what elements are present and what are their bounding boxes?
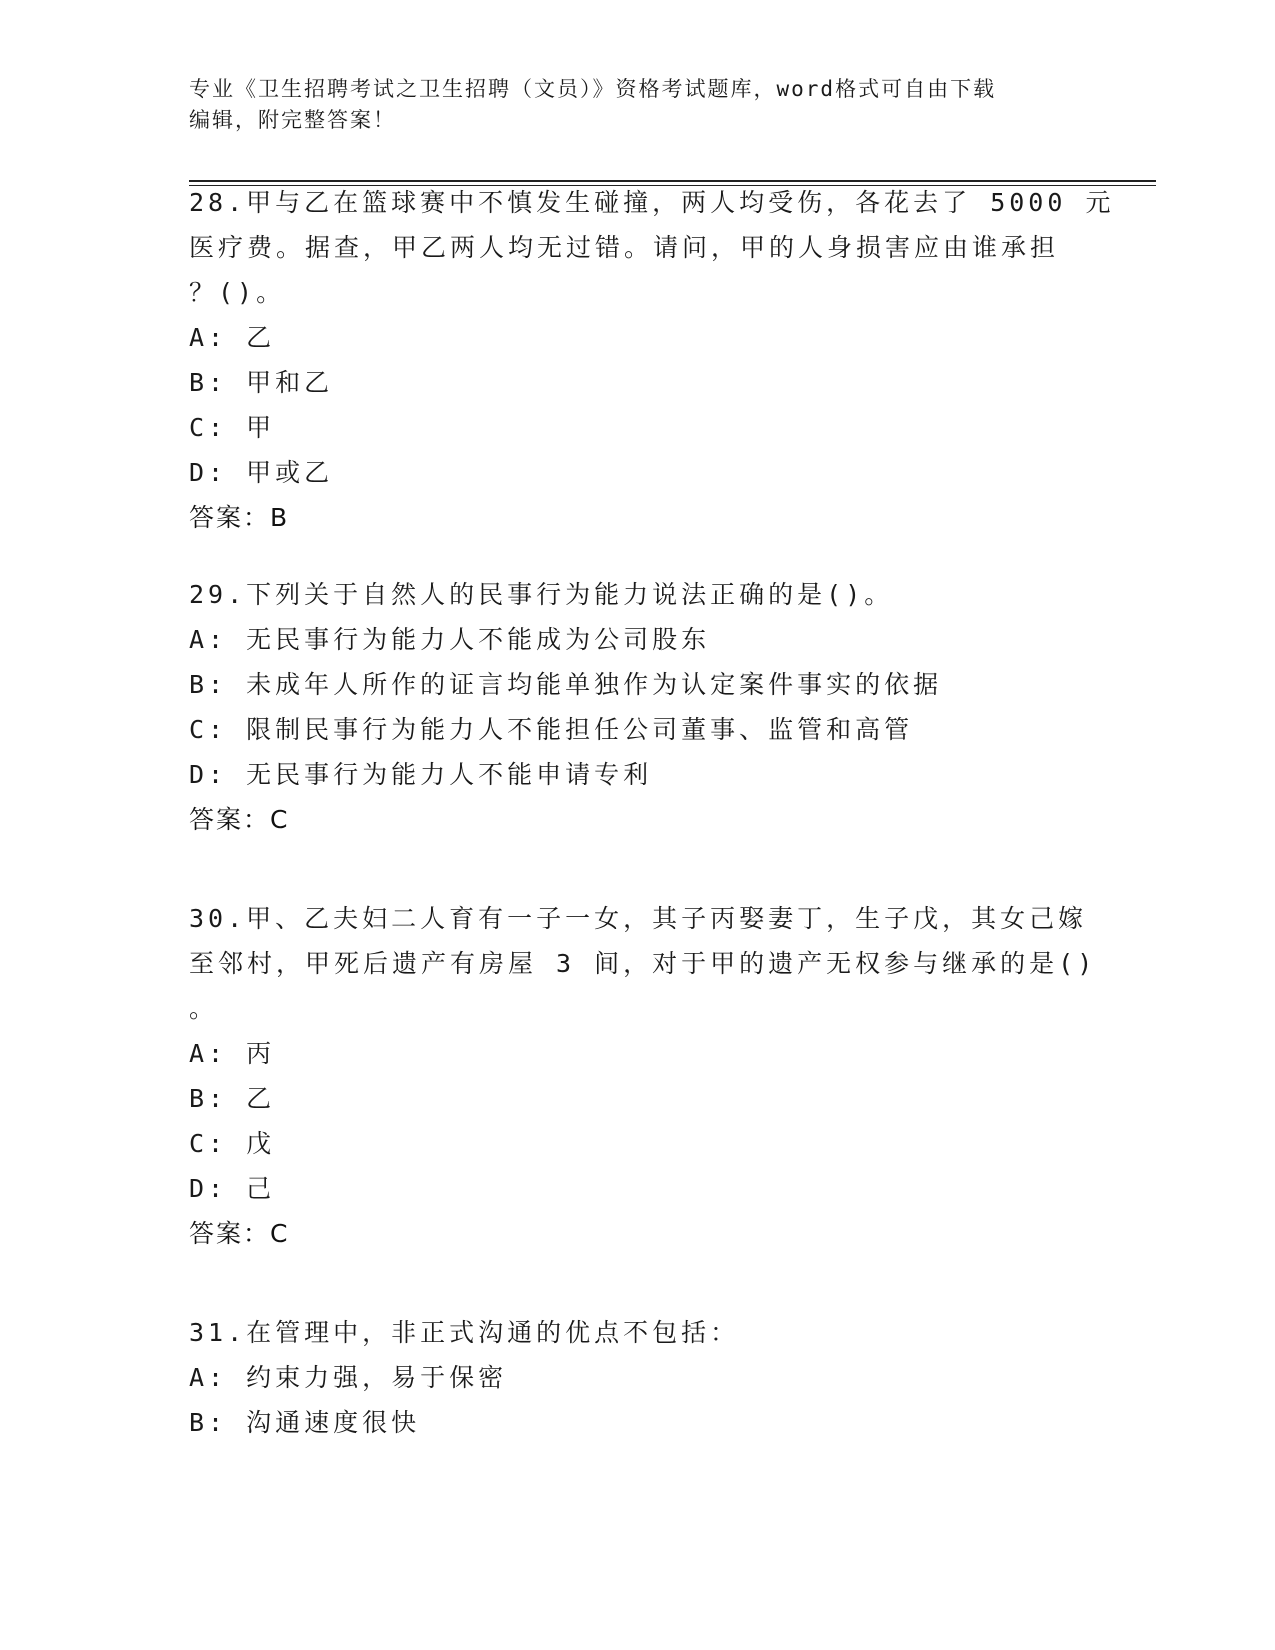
document-header	[189, 74, 1069, 136]
stem-line: 31.在管理中，非正式沟通的优点不包括：	[189, 1318, 740, 1347]
answer-label: 答案：	[189, 805, 271, 834]
answer-value: B	[270, 503, 290, 532]
option-a: A: 约束力强，易于保密	[189, 1363, 508, 1392]
stem-line: 医疗费。据查，甲乙两人均无过错。请问，甲的人身损害应由谁承担	[189, 233, 1060, 262]
option-a: A: 丙	[189, 1039, 276, 1068]
option-d: D: 己	[189, 1174, 276, 1203]
question-30	[189, 896, 1097, 1256]
question-stem	[189, 572, 1089, 617]
answer-line	[189, 495, 1089, 540]
header-line-1: 专业《卫生招聘考试之卫生招聘（文员）》资格考试题库，word格式可自由下载	[189, 77, 997, 101]
option-c: C: 甲	[189, 413, 276, 442]
answer-label: 答案：	[189, 1219, 271, 1248]
question-stem	[189, 1310, 1089, 1355]
answer-value: C	[270, 805, 290, 834]
option-c: C: 戊	[189, 1129, 276, 1158]
question-29	[189, 572, 1089, 842]
answer-value: C	[270, 1219, 290, 1248]
option-b: B: 未成年人所作的证言均能单独作为认定案件事实的依据	[189, 670, 943, 699]
option-a: A: 乙	[189, 323, 276, 352]
stem-line: ？()。	[189, 278, 286, 307]
option-a: A: 无民事行为能力人不能成为公司股东	[189, 625, 711, 654]
answer-line	[189, 797, 1089, 842]
stem-line: 。	[189, 994, 219, 1023]
question-28	[189, 180, 1115, 540]
question-31	[189, 1310, 1089, 1445]
option-d: D: 甲或乙	[189, 458, 334, 487]
option-b: B: 甲和乙	[189, 368, 334, 397]
question-stem	[189, 896, 1097, 1031]
stem-line: 30.甲、乙夫妇二人育有一子一女，其子丙娶妻丁，生子戊，其女己嫁	[189, 904, 1088, 933]
option-b: B: 沟通速度很快	[189, 1408, 421, 1437]
answer-line	[189, 1211, 1089, 1256]
stem-line: 29.下列关于自然人的民事行为能力说法正确的是()。	[189, 580, 894, 609]
question-stem	[189, 180, 1115, 315]
answer-label: 答案：	[189, 503, 271, 532]
option-d: D: 无民事行为能力人不能申请专利	[189, 760, 653, 789]
stem-line: 至邻村，甲死后遗产有房屋 3 间，对于甲的遗产无权参与继承的是()	[189, 949, 1097, 978]
stem-line: 28.甲与乙在篮球赛中不慎发生碰撞，两人均受伤，各花去了 5000 元	[189, 188, 1115, 217]
option-c: C: 限制民事行为能力人不能担任公司董事、监管和高管	[189, 715, 914, 744]
header-line-2: 编辑，附完整答案！	[189, 108, 396, 132]
option-b: B: 乙	[189, 1084, 276, 1113]
